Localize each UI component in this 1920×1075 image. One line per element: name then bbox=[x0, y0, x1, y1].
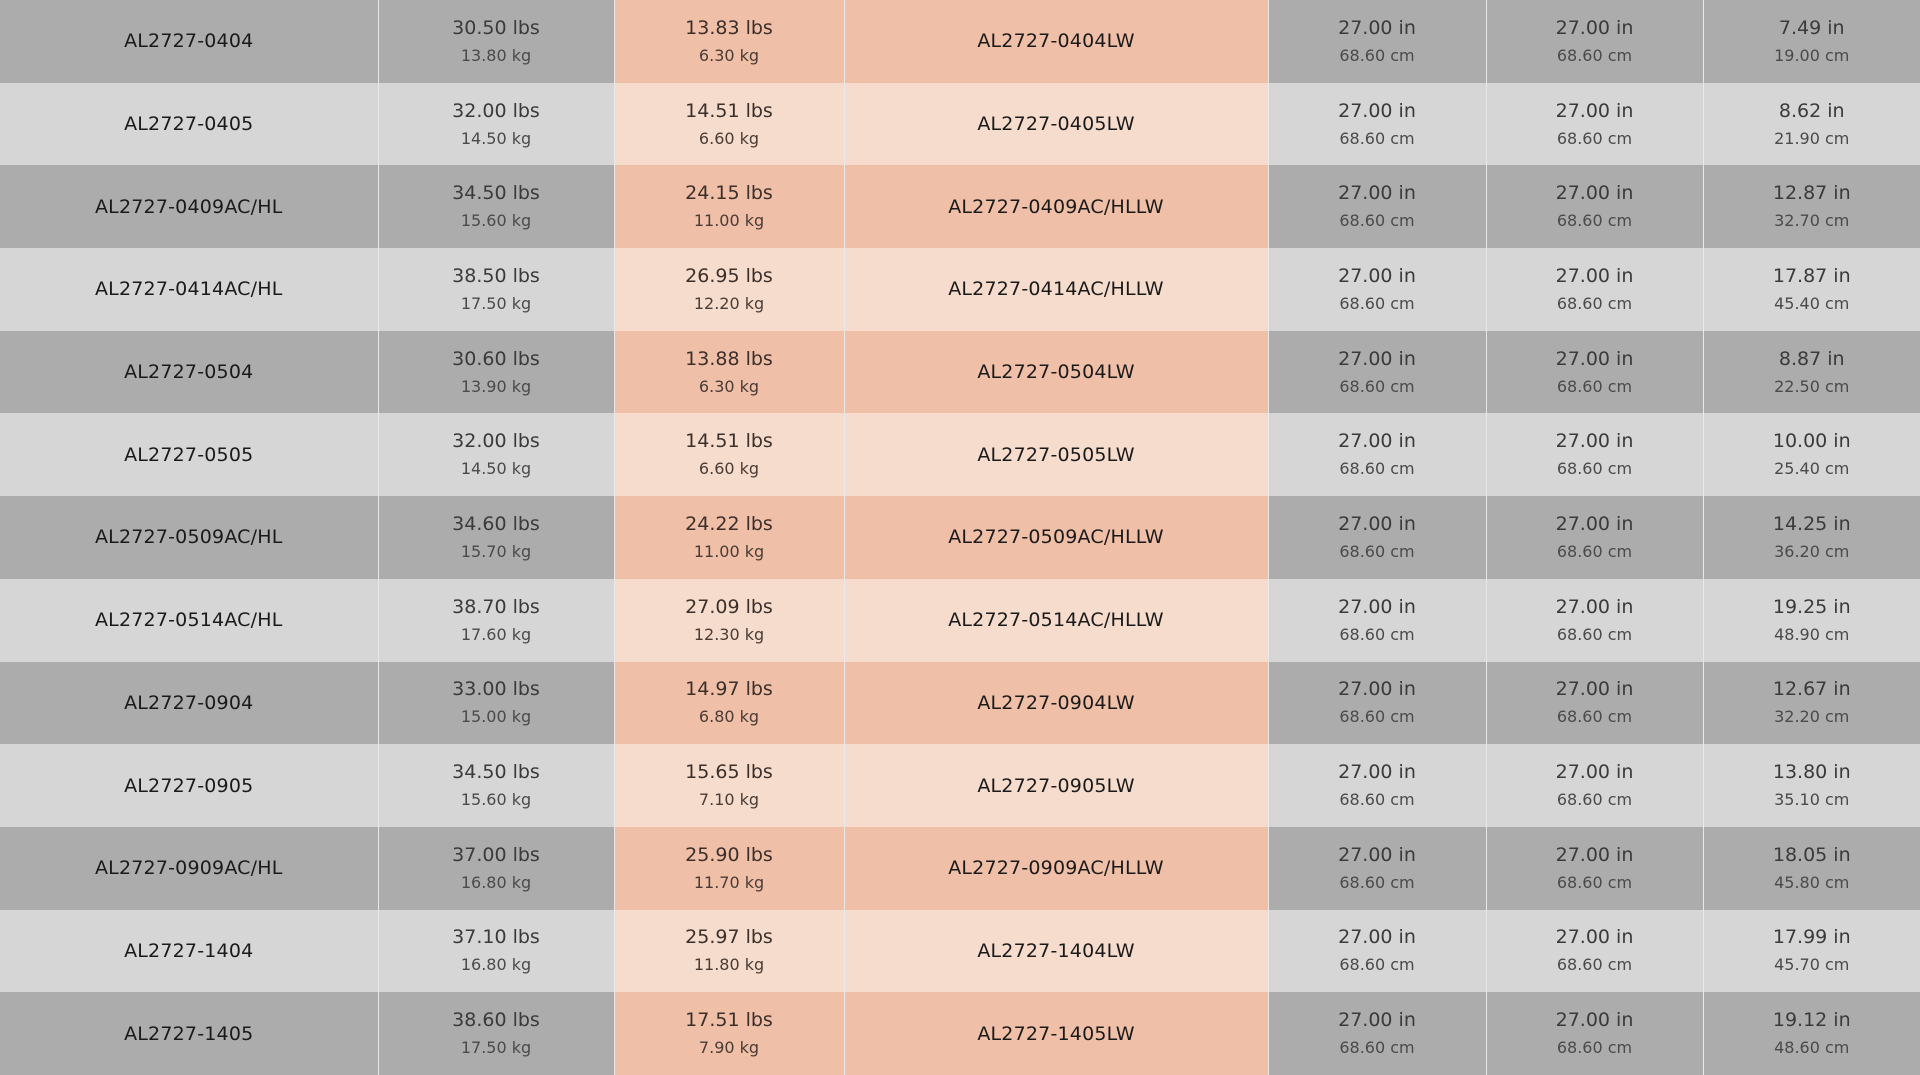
depth-cell bbox=[1703, 662, 1920, 745]
depth-imperial: 7.49 in bbox=[1778, 16, 1845, 39]
width-metric: 68.60 cm bbox=[1339, 45, 1415, 65]
lw-model-cell bbox=[844, 827, 1268, 910]
depth-imperial: 19.25 in bbox=[1772, 595, 1851, 618]
width-imperial: 27.00 in bbox=[1338, 761, 1416, 784]
weight-cell bbox=[378, 579, 614, 662]
width-metric: 68.60 cm bbox=[1339, 541, 1415, 561]
weight-metric: 17.60 kg bbox=[460, 624, 532, 644]
weight-imperial: 34.50 lbs bbox=[452, 761, 540, 784]
weight-metric: 15.70 kg bbox=[460, 541, 532, 561]
lw-weight-metric: 11.00 kg bbox=[693, 211, 765, 231]
width-cell bbox=[1268, 579, 1486, 662]
length-metric: 68.60 cm bbox=[1556, 1038, 1633, 1058]
weight-imperial: 32.00 lbs bbox=[452, 430, 540, 453]
lw-weight-imperial: 17.51 lbs bbox=[685, 1009, 773, 1032]
length-metric: 68.60 cm bbox=[1556, 293, 1633, 313]
lw-model-text: AL2727-0905LW bbox=[977, 774, 1135, 797]
length-cell bbox=[1486, 579, 1703, 662]
lw-model-text: AL2727-0414AC/HLLW bbox=[948, 278, 1164, 301]
length-metric: 68.60 cm bbox=[1556, 790, 1633, 810]
lw-model-cell bbox=[844, 413, 1268, 496]
lw-weight-metric: 6.60 kg bbox=[698, 459, 760, 479]
depth-metric: 22.50 cm bbox=[1774, 376, 1850, 396]
width-imperial: 27.00 in bbox=[1338, 1009, 1416, 1032]
lw-model-text: AL2727-0909AC/HLLW bbox=[948, 857, 1164, 880]
depth-imperial: 17.87 in bbox=[1772, 264, 1851, 287]
length-imperial: 27.00 in bbox=[1555, 182, 1634, 205]
lw-weight-metric: 6.30 kg bbox=[698, 376, 760, 396]
lw-model-cell bbox=[844, 248, 1268, 331]
width-metric: 68.60 cm bbox=[1339, 376, 1415, 396]
length-metric: 68.60 cm bbox=[1556, 211, 1633, 231]
model-cell bbox=[0, 579, 378, 662]
lw-weight-metric: 7.90 kg bbox=[698, 1038, 760, 1058]
depth-metric: 45.80 cm bbox=[1774, 872, 1850, 892]
depth-metric: 32.70 cm bbox=[1774, 211, 1850, 231]
length-metric: 68.60 cm bbox=[1556, 128, 1633, 148]
model-text: AL2727-0405 bbox=[124, 113, 254, 136]
length-imperial: 27.00 in bbox=[1555, 926, 1634, 949]
table-row bbox=[0, 413, 1920, 496]
weight-cell bbox=[378, 0, 614, 83]
depth-metric: 19.00 cm bbox=[1774, 45, 1850, 65]
depth-imperial: 17.99 in bbox=[1772, 926, 1851, 949]
lw-weight-imperial: 14.51 lbs bbox=[685, 430, 773, 453]
depth-imperial: 12.87 in bbox=[1772, 182, 1851, 205]
depth-cell bbox=[1703, 992, 1920, 1075]
table-row bbox=[0, 331, 1920, 414]
lw-weight-metric: 11.70 kg bbox=[693, 872, 765, 892]
depth-cell bbox=[1703, 165, 1920, 248]
lw-model-text: AL2727-0509AC/HLLW bbox=[948, 526, 1164, 549]
lw-model-cell bbox=[844, 0, 1268, 83]
lw-weight-cell bbox=[614, 662, 844, 745]
lw-model-text: AL2727-0409AC/HLLW bbox=[948, 195, 1164, 218]
lw-weight-cell bbox=[614, 579, 844, 662]
width-metric: 68.60 cm bbox=[1339, 211, 1415, 231]
weight-cell bbox=[378, 827, 614, 910]
model-text: AL2727-0909AC/HL bbox=[94, 857, 283, 880]
length-imperial: 27.00 in bbox=[1555, 430, 1634, 453]
weight-metric: 15.00 kg bbox=[460, 707, 532, 727]
weight-metric: 15.60 kg bbox=[460, 211, 532, 231]
width-cell bbox=[1268, 331, 1486, 414]
model-cell bbox=[0, 165, 378, 248]
weight-imperial: 38.70 lbs bbox=[452, 595, 540, 618]
depth-metric: 35.10 cm bbox=[1774, 790, 1850, 810]
weight-cell bbox=[378, 992, 614, 1075]
table-row bbox=[0, 744, 1920, 827]
model-text: AL2727-0404 bbox=[124, 30, 254, 53]
lw-weight-cell bbox=[614, 827, 844, 910]
lw-model-text: AL2727-1404LW bbox=[977, 939, 1135, 962]
table-row bbox=[0, 992, 1920, 1075]
width-imperial: 27.00 in bbox=[1338, 264, 1416, 287]
width-metric: 68.60 cm bbox=[1339, 1038, 1415, 1058]
width-cell bbox=[1268, 248, 1486, 331]
lw-weight-metric: 11.80 kg bbox=[693, 955, 765, 975]
length-metric: 68.60 cm bbox=[1556, 45, 1633, 65]
weight-cell bbox=[378, 413, 614, 496]
model-cell bbox=[0, 248, 378, 331]
lw-weight-imperial: 27.09 lbs bbox=[685, 595, 773, 618]
model-text: AL2727-0414AC/HL bbox=[94, 278, 283, 301]
weight-metric: 16.80 kg bbox=[460, 872, 532, 892]
lw-weight-imperial: 13.83 lbs bbox=[685, 16, 773, 39]
depth-imperial: 8.87 in bbox=[1778, 347, 1845, 370]
length-cell bbox=[1486, 0, 1703, 83]
length-metric: 68.60 cm bbox=[1556, 376, 1633, 396]
depth-imperial: 13.80 in bbox=[1772, 761, 1851, 784]
lw-weight-cell bbox=[614, 165, 844, 248]
model-text: AL2727-0505 bbox=[124, 443, 254, 466]
width-imperial: 27.00 in bbox=[1338, 843, 1416, 866]
width-imperial: 27.00 in bbox=[1338, 926, 1416, 949]
lw-weight-imperial: 14.97 lbs bbox=[685, 678, 773, 701]
lw-model-cell bbox=[844, 992, 1268, 1075]
depth-metric: 45.70 cm bbox=[1774, 955, 1850, 975]
length-cell bbox=[1486, 83, 1703, 166]
length-cell bbox=[1486, 992, 1703, 1075]
model-text: AL2727-0904 bbox=[124, 691, 254, 714]
weight-cell bbox=[378, 744, 614, 827]
width-metric: 68.60 cm bbox=[1339, 293, 1415, 313]
table-row bbox=[0, 496, 1920, 579]
model-cell bbox=[0, 744, 378, 827]
length-cell bbox=[1486, 165, 1703, 248]
lw-weight-imperial: 24.22 lbs bbox=[685, 512, 773, 535]
table-row bbox=[0, 662, 1920, 745]
weight-imperial: 38.50 lbs bbox=[452, 264, 540, 287]
width-imperial: 27.00 in bbox=[1338, 16, 1416, 39]
lw-weight-cell bbox=[614, 83, 844, 166]
weight-imperial: 33.00 lbs bbox=[452, 678, 540, 701]
weight-metric: 17.50 kg bbox=[460, 1038, 532, 1058]
weight-metric: 16.80 kg bbox=[460, 955, 532, 975]
weight-imperial: 30.50 lbs bbox=[452, 16, 540, 39]
lw-weight-imperial: 25.97 lbs bbox=[685, 926, 773, 949]
length-imperial: 27.00 in bbox=[1555, 595, 1634, 618]
depth-imperial: 18.05 in bbox=[1772, 843, 1851, 866]
depth-cell bbox=[1703, 331, 1920, 414]
length-imperial: 27.00 in bbox=[1555, 512, 1634, 535]
lw-weight-metric: 6.80 kg bbox=[698, 707, 760, 727]
width-cell bbox=[1268, 496, 1486, 579]
weight-imperial: 34.50 lbs bbox=[452, 182, 540, 205]
weight-cell bbox=[378, 248, 614, 331]
lw-model-text: AL2727-0404LW bbox=[977, 30, 1135, 53]
weight-metric: 13.80 kg bbox=[460, 45, 532, 65]
width-cell bbox=[1268, 662, 1486, 745]
weight-metric: 15.60 kg bbox=[460, 790, 532, 810]
model-cell bbox=[0, 83, 378, 166]
lw-weight-metric: 6.60 kg bbox=[698, 128, 760, 148]
depth-metric: 48.60 cm bbox=[1774, 1038, 1850, 1058]
length-imperial: 27.00 in bbox=[1555, 1009, 1634, 1032]
model-cell bbox=[0, 331, 378, 414]
length-cell bbox=[1486, 662, 1703, 745]
width-cell bbox=[1268, 83, 1486, 166]
weight-cell bbox=[378, 83, 614, 166]
width-metric: 68.60 cm bbox=[1339, 790, 1415, 810]
depth-imperial: 10.00 in bbox=[1772, 430, 1851, 453]
length-imperial: 27.00 in bbox=[1555, 761, 1634, 784]
width-metric: 68.60 cm bbox=[1339, 707, 1415, 727]
width-imperial: 27.00 in bbox=[1338, 99, 1416, 122]
lw-model-cell bbox=[844, 331, 1268, 414]
model-cell bbox=[0, 0, 378, 83]
model-cell bbox=[0, 662, 378, 745]
weight-metric: 14.50 kg bbox=[460, 459, 532, 479]
weight-metric: 14.50 kg bbox=[460, 128, 532, 148]
depth-metric: 25.40 cm bbox=[1774, 459, 1850, 479]
lw-model-cell bbox=[844, 496, 1268, 579]
depth-cell bbox=[1703, 496, 1920, 579]
width-cell bbox=[1268, 827, 1486, 910]
model-cell bbox=[0, 910, 378, 993]
lw-model-text: AL2727-0405LW bbox=[977, 113, 1135, 136]
length-cell bbox=[1486, 496, 1703, 579]
length-imperial: 27.00 in bbox=[1555, 99, 1634, 122]
width-imperial: 27.00 in bbox=[1338, 430, 1416, 453]
model-text: AL2727-0504 bbox=[124, 361, 254, 384]
table-row bbox=[0, 579, 1920, 662]
lw-model-cell bbox=[844, 744, 1268, 827]
depth-metric: 21.90 cm bbox=[1774, 128, 1850, 148]
width-cell bbox=[1268, 910, 1486, 993]
width-cell bbox=[1268, 413, 1486, 496]
weight-cell bbox=[378, 910, 614, 993]
length-imperial: 27.00 in bbox=[1555, 347, 1634, 370]
model-text: AL2727-0409AC/HL bbox=[94, 195, 283, 218]
depth-cell bbox=[1703, 0, 1920, 83]
length-cell bbox=[1486, 248, 1703, 331]
depth-cell bbox=[1703, 413, 1920, 496]
lw-weight-cell bbox=[614, 331, 844, 414]
depth-cell bbox=[1703, 910, 1920, 993]
weight-metric: 17.50 kg bbox=[460, 293, 532, 313]
width-imperial: 27.00 in bbox=[1338, 678, 1416, 701]
weight-cell bbox=[378, 496, 614, 579]
model-cell bbox=[0, 827, 378, 910]
weight-cell bbox=[378, 165, 614, 248]
lw-weight-cell bbox=[614, 744, 844, 827]
width-cell bbox=[1268, 0, 1486, 83]
lw-weight-imperial: 14.51 lbs bbox=[685, 99, 773, 122]
lw-model-text: AL2727-1405LW bbox=[977, 1022, 1135, 1045]
length-cell bbox=[1486, 744, 1703, 827]
lw-weight-cell bbox=[614, 0, 844, 83]
weight-imperial: 30.60 lbs bbox=[452, 347, 540, 370]
width-metric: 68.60 cm bbox=[1339, 459, 1415, 479]
model-text: AL2727-0509AC/HL bbox=[94, 526, 283, 549]
length-metric: 68.60 cm bbox=[1556, 541, 1633, 561]
lw-model-cell bbox=[844, 83, 1268, 166]
width-metric: 68.60 cm bbox=[1339, 128, 1415, 148]
depth-cell bbox=[1703, 827, 1920, 910]
lw-weight-metric: 12.20 kg bbox=[693, 293, 765, 313]
depth-imperial: 8.62 in bbox=[1778, 99, 1845, 122]
depth-metric: 45.40 cm bbox=[1774, 293, 1850, 313]
length-imperial: 27.00 in bbox=[1555, 264, 1634, 287]
width-cell bbox=[1268, 992, 1486, 1075]
lw-weight-imperial: 25.90 lbs bbox=[685, 843, 773, 866]
table-row bbox=[0, 165, 1920, 248]
weight-imperial: 37.00 lbs bbox=[452, 843, 540, 866]
width-imperial: 27.00 in bbox=[1338, 182, 1416, 205]
length-imperial: 27.00 in bbox=[1555, 16, 1634, 39]
lw-weight-metric: 11.00 kg bbox=[693, 541, 765, 561]
lw-weight-imperial: 15.65 lbs bbox=[685, 761, 773, 784]
depth-metric: 48.90 cm bbox=[1774, 624, 1850, 644]
length-cell bbox=[1486, 331, 1703, 414]
length-metric: 68.60 cm bbox=[1556, 707, 1633, 727]
lw-weight-cell bbox=[614, 910, 844, 993]
lw-model-cell bbox=[844, 165, 1268, 248]
depth-metric: 36.20 cm bbox=[1774, 541, 1850, 561]
width-imperial: 27.00 in bbox=[1338, 595, 1416, 618]
table-row bbox=[0, 910, 1920, 993]
lw-model-text: AL2727-0505LW bbox=[977, 443, 1135, 466]
length-imperial: 27.00 in bbox=[1555, 678, 1634, 701]
lw-model-cell bbox=[844, 579, 1268, 662]
lw-model-text: AL2727-0514AC/HLLW bbox=[948, 609, 1164, 632]
lw-weight-cell bbox=[614, 248, 844, 331]
depth-cell bbox=[1703, 579, 1920, 662]
model-cell bbox=[0, 413, 378, 496]
length-cell bbox=[1486, 910, 1703, 993]
lw-weight-cell bbox=[614, 496, 844, 579]
width-cell bbox=[1268, 744, 1486, 827]
depth-cell bbox=[1703, 248, 1920, 331]
weight-metric: 13.90 kg bbox=[460, 376, 532, 396]
lw-weight-imperial: 13.88 lbs bbox=[685, 347, 773, 370]
lw-model-cell bbox=[844, 662, 1268, 745]
depth-metric: 32.20 cm bbox=[1774, 707, 1850, 727]
width-metric: 68.60 cm bbox=[1339, 872, 1415, 892]
model-text: AL2727-1405 bbox=[124, 1022, 254, 1045]
length-metric: 68.60 cm bbox=[1556, 872, 1633, 892]
depth-cell bbox=[1703, 744, 1920, 827]
lw-weight-cell bbox=[614, 992, 844, 1075]
lw-model-cell bbox=[844, 910, 1268, 993]
length-metric: 68.60 cm bbox=[1556, 955, 1633, 975]
width-imperial: 27.00 in bbox=[1338, 347, 1416, 370]
model-text: AL2727-1404 bbox=[124, 939, 254, 962]
lw-weight-metric: 7.10 kg bbox=[698, 790, 760, 810]
model-text: AL2727-0514AC/HL bbox=[94, 609, 283, 632]
weight-imperial: 34.60 lbs bbox=[452, 512, 540, 535]
model-text: AL2727-0905 bbox=[124, 774, 254, 797]
depth-cell bbox=[1703, 83, 1920, 166]
length-cell bbox=[1486, 413, 1703, 496]
width-cell bbox=[1268, 165, 1486, 248]
depth-imperial: 12.67 in bbox=[1772, 678, 1851, 701]
lw-model-text: AL2727-0504LW bbox=[977, 361, 1135, 384]
lw-model-text: AL2727-0904LW bbox=[977, 691, 1135, 714]
weight-imperial: 38.60 lbs bbox=[452, 1009, 540, 1032]
model-cell bbox=[0, 992, 378, 1075]
weight-imperial: 32.00 lbs bbox=[452, 99, 540, 122]
width-metric: 68.60 cm bbox=[1339, 955, 1415, 975]
length-metric: 68.60 cm bbox=[1556, 624, 1633, 644]
table-row bbox=[0, 827, 1920, 910]
table-row bbox=[0, 248, 1920, 331]
depth-imperial: 19.12 in bbox=[1772, 1009, 1851, 1032]
lw-weight-imperial: 26.95 lbs bbox=[685, 264, 773, 287]
table-row bbox=[0, 83, 1920, 166]
length-cell bbox=[1486, 827, 1703, 910]
lw-weight-metric: 6.30 kg bbox=[698, 45, 760, 65]
length-imperial: 27.00 in bbox=[1555, 843, 1634, 866]
lw-weight-metric: 12.30 kg bbox=[693, 624, 765, 644]
width-imperial: 27.00 in bbox=[1338, 512, 1416, 535]
length-metric: 68.60 cm bbox=[1556, 459, 1633, 479]
lw-weight-cell bbox=[614, 413, 844, 496]
table-row bbox=[0, 0, 1920, 83]
width-metric: 68.60 cm bbox=[1339, 624, 1415, 644]
weight-imperial: 37.10 lbs bbox=[452, 926, 540, 949]
depth-imperial: 14.25 in bbox=[1772, 512, 1851, 535]
weight-cell bbox=[378, 662, 614, 745]
model-cell bbox=[0, 496, 378, 579]
weight-cell bbox=[378, 331, 614, 414]
lw-weight-imperial: 24.15 lbs bbox=[685, 182, 773, 205]
